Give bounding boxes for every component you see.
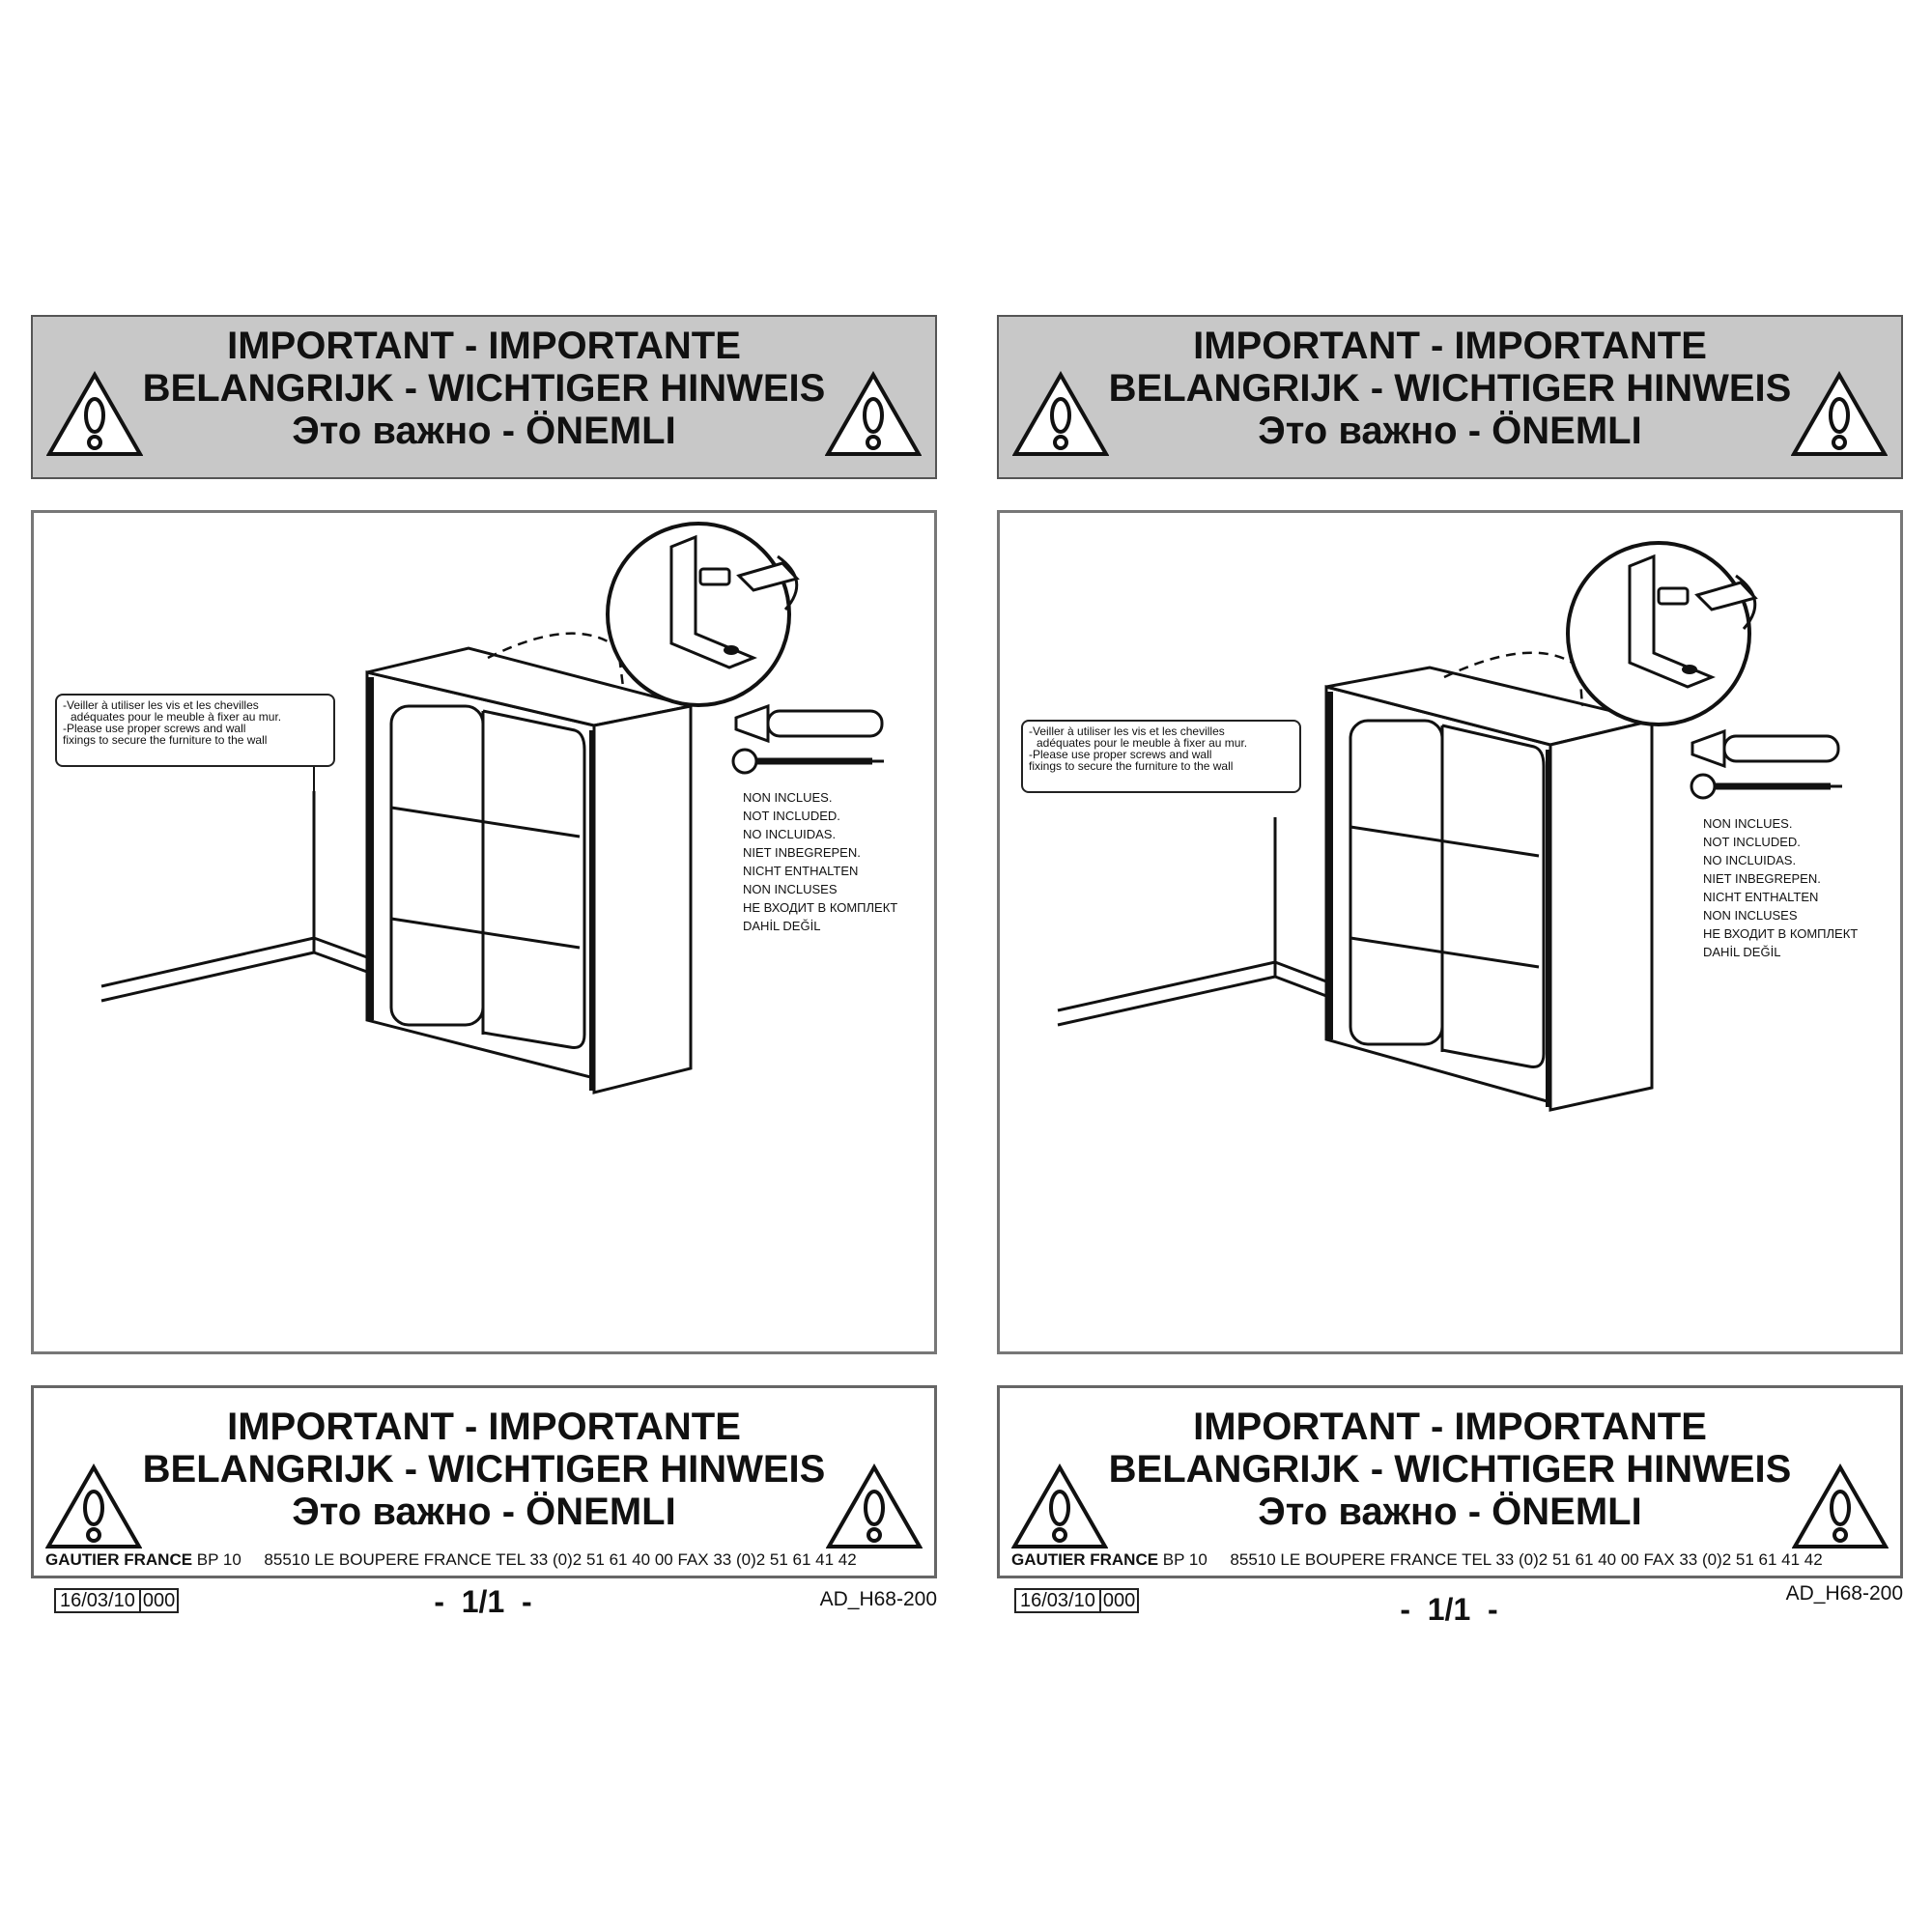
sequence-value: 000: [141, 1588, 179, 1613]
date-value: 16/03/10: [1014, 1588, 1101, 1613]
document-reference: AD_H68-200: [819, 1588, 937, 1610]
header-line-2: BELANGRIJK - WICHTIGER HINWEIS: [142, 367, 826, 410]
wall-fixing-note: [1021, 720, 1301, 793]
not-included-item: NON INCLUSES: [1703, 908, 1798, 923]
header-line-3: Это важно - ÖNEMLI: [1258, 410, 1642, 452]
header-line-1: IMPORTANT - IMPORTANTE: [1193, 325, 1707, 367]
footer-line-3: Это важно - ÖNEMLI: [292, 1491, 676, 1533]
note-en-line-2: fixings to secure the furniture to the wall: [63, 733, 268, 747]
date-value: 16/03/10: [54, 1588, 141, 1613]
company-name: GAUTIER FRANCE: [1011, 1550, 1159, 1569]
not-included-item: NOT INCLUDED.: [1703, 835, 1801, 849]
not-included-item: DAHİL DEĞİL: [743, 919, 821, 933]
header-banner: [997, 315, 1903, 479]
sequence-value: 000: [1101, 1588, 1139, 1613]
illustration-frame: [31, 510, 937, 1354]
note-en-line-2: fixings to secure the furniture to the wall: [1029, 759, 1234, 773]
not-included-item: NOT INCLUDED.: [743, 809, 840, 823]
not-included-item: NON INCLUES.: [1703, 816, 1793, 831]
instruction-page-right: [966, 0, 1932, 1932]
not-included-item: NIET INBEGREPEN.: [743, 845, 861, 860]
not-included-list: [743, 788, 897, 935]
note-en-line-1: -Please use proper screws and wall: [63, 722, 246, 735]
header-line-1: IMPORTANT - IMPORTANTE: [227, 325, 741, 367]
note-fr-line-2: adéquates pour le meuble à fixer au mur.: [71, 710, 282, 724]
warning-triangle-icon: [825, 371, 922, 458]
note-fr-line-1: -Veiller à utiliser les vis et les chevilles: [1029, 724, 1225, 738]
screw-icon: [733, 750, 884, 773]
footer-warning-box: [31, 1385, 937, 1578]
not-included-item: NICHT ENTHALTEN: [743, 864, 859, 878]
company-name: GAUTIER FRANCE: [45, 1550, 193, 1569]
note-en-line-1: -Please use proper screws and wall: [1029, 748, 1212, 761]
header-line-2: BELANGRIJK - WICHTIGER HINWEIS: [1108, 367, 1792, 410]
not-included-item: НЕ ВХОДИТ В КОМПЛЕКТ: [1703, 926, 1859, 941]
wall-fixing-note: [55, 694, 335, 767]
not-included-item: DAHİL DEĞİL: [1703, 945, 1781, 959]
page-number: - 1/1 -: [1400, 1592, 1498, 1627]
footer-line-2: BELANGRIJK - WICHTIGER HINWEIS: [142, 1448, 826, 1491]
company-details: BP 10 85510 LE BOUPERE FRANCE TEL 33 (0)2 51 61 40 00 FAX 33 (0)2 51 61 41 42: [192, 1550, 857, 1569]
wall-plug-icon: [736, 706, 882, 741]
not-included-item: NO INCLUIDAS.: [743, 827, 837, 841]
not-included-item: NON INCLUES.: [743, 790, 833, 805]
footer-line-3: Это важно - ÖNEMLI: [1258, 1491, 1642, 1533]
company-address: [45, 1550, 926, 1570]
not-included-item: NICHT ENTHALTEN: [1703, 890, 1819, 904]
document-reference: AD_H68-200: [1785, 1582, 1903, 1605]
warning-triangle-icon: [1791, 371, 1888, 458]
note-fr-line-2: adéquates pour le meuble à fixer au mur.: [1037, 736, 1248, 750]
company-details: BP 10 85510 LE BOUPERE FRANCE TEL 33 (0)2 51 61 40 00 FAX 33 (0)2 51 61 41 42: [1158, 1550, 1823, 1569]
warning-triangle-icon: [1792, 1463, 1889, 1550]
wardrobe-wall-fixing-illustration: [34, 513, 940, 1357]
header-banner: [31, 315, 937, 479]
note-fr-line-1: -Veiller à utiliser les vis et les chevilles: [63, 698, 259, 712]
warning-triangle-icon: [826, 1463, 923, 1550]
footer-warning-box: [997, 1385, 1903, 1578]
footer-line-2: BELANGRIJK - WICHTIGER HINWEIS: [1108, 1448, 1792, 1491]
page-number: - 1/1 -: [434, 1584, 532, 1619]
not-included-item: NON INCLUSES: [743, 882, 838, 896]
not-included-item: NO INCLUIDAS.: [1703, 853, 1797, 867]
company-address: [1011, 1550, 1892, 1570]
not-included-item: НЕ ВХОДИТ В КОМПЛЕКТ: [743, 900, 898, 915]
footer-line-1: IMPORTANT - IMPORTANTE: [227, 1406, 741, 1448]
screw-icon: [1691, 775, 1842, 798]
wall-plug-icon: [1692, 731, 1838, 766]
not-included-list: [1703, 814, 1858, 961]
illustration-frame: [997, 510, 1903, 1354]
footer-line-1: IMPORTANT - IMPORTANTE: [1193, 1406, 1707, 1448]
header-line-3: Это важно - ÖNEMLI: [292, 410, 676, 452]
not-included-item: NIET INBEGREPEN.: [1703, 871, 1821, 886]
